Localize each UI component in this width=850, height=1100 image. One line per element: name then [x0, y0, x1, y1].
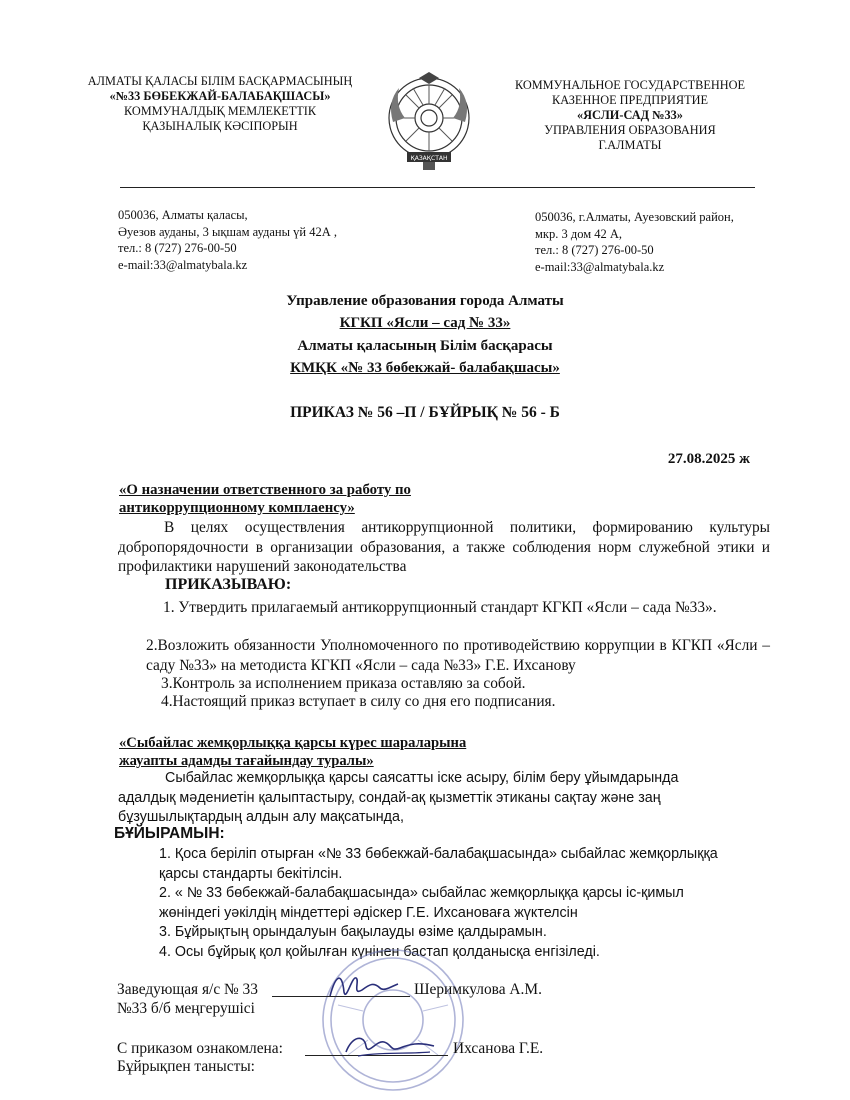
order-number: ПРИКАЗ № 56 –П / БҰЙРЫҚ № 56 - Б	[290, 404, 560, 421]
address-left-line3: тел.: 8 (727) 276-00-50	[118, 241, 237, 255]
kz-item-2-line1: 2. « № 33 бөбекжай-балабақшасында» сыбайлас жемқорлыққа қарсы іс-қимыл	[159, 885, 684, 901]
ack-name: Ихсанова Г.Е.	[453, 1040, 544, 1057]
ru-item-1: 1. Утвердить прилагаемый антикоррупционный стандарт КГКП «Ясли – сада №33».	[163, 599, 717, 616]
header-left-line2: «№33 БӨБЕКЖАЙ-БАЛАБАҚШАСЫ»	[109, 89, 331, 103]
header-right-line2: КАЗЕННОЕ ПРЕДПРИЯТИЕ	[552, 93, 708, 107]
title-ru-department: Управление образования города Алматы	[286, 293, 564, 309]
kz-item-4: 4. Осы бұйрық қол қойылған күнінен бастап қолданысқа енгізіледі.	[159, 943, 600, 960]
header-left-block	[60, 74, 380, 134]
address-left	[118, 207, 438, 273]
title-kz-department: Алматы қаласының Білім басқарасы	[297, 338, 553, 354]
kz-heading-line1: «Сыбайлас жемқорлыққа қарсы күрес шараларына	[119, 735, 467, 751]
header-right-block	[480, 78, 780, 153]
kz-heading-line2: жауапты адамды тағайындау туралы»	[119, 753, 374, 769]
kz-item-2-line2: жөніндегі уәкілдің міндеттері әдіскер Г.Е. Ихсановаға жүктелсін	[159, 904, 578, 921]
address-right-line4: e-mail:33@almatybala.kz	[535, 259, 665, 274]
ack-title-kz: Бұйрықпен танысты:	[117, 1058, 255, 1075]
emblem-text: ҚАЗАҚСТАН	[410, 155, 448, 162]
kz-item-1-line2: қарсы стандарты бекітілсін.	[159, 865, 343, 882]
order-date: 27.08.2025 ж	[667, 451, 750, 467]
kz-intro-line3: бұзушылықтардың алдын алу мақсатында,	[118, 809, 404, 825]
kz-heading	[119, 734, 579, 770]
address-left-line2: Әуезов ауданы, 3 ықшам ауданы үй 42А ,	[118, 224, 337, 239]
header-separator	[120, 187, 755, 188]
address-right	[535, 209, 795, 275]
address-left-line1: 050036, Алматы қаласы,	[118, 208, 248, 222]
ru-heading	[119, 481, 619, 517]
kz-item-3: 3. Бұйрықтың орындалуын бақылауды өзіме қалдырамын.	[159, 924, 547, 940]
kz-intro-line1: Сыбайлас жемқорлыққа қарсы саясатты іске асыру, білім беру ұйымдарында	[165, 770, 679, 786]
header-right-line1: КОММУНАЛЬНОЕ ГОСУДАРСТВЕННОЕ	[514, 78, 746, 92]
address-right-line1: 050036, г.Алматы, Ауезовский район,	[535, 210, 734, 224]
head-signature-icon	[322, 966, 402, 1006]
title-kz-organization: КМҚК «№ 33 бөбекжай- балабақшасы»	[290, 360, 560, 376]
head-name: Шеримкулова А.М.	[414, 981, 542, 998]
header-right-line4: УПРАВЛЕНИЯ ОБРАЗОВАНИЯ	[544, 123, 716, 137]
ack-signature-icon	[340, 1026, 440, 1062]
head-title-kz: №33 б/б меңгерушісі	[117, 1000, 255, 1017]
address-right-line2: мкр. 3 дом 42 А,	[535, 226, 623, 241]
state-emblem-icon	[383, 72, 475, 172]
kz-item-1-line1: 1. Қоса беріліп отырған «№ 33 бөбекжай-балабақшасында» сыбайлас жемқорлыққа	[159, 846, 718, 862]
header-right-line5: Г.АЛМАТЫ	[598, 138, 662, 152]
header-left-line1: АЛМАТЫ ҚАЛАСЫ БІЛІМ БАСҚАРМАСЫНЫҢ	[87, 74, 353, 88]
address-right-line3: тел.: 8 (727) 276-00-50	[535, 243, 654, 257]
kz-items	[159, 845, 779, 962]
kz-intro	[118, 769, 778, 828]
kz-order-word: БҰЙЫРАМЫН:	[114, 825, 225, 842]
address-left-line4: e-mail:33@almatybala.kz	[118, 257, 248, 272]
ru-intro: В целях осуществления антикоррупционной политики, формированию культуры добропорядочности в организации образования, а также соблюдения норм служебной этики и профилактики нарушений законодательства	[118, 519, 770, 575]
ack-title-ru: С приказом ознакомлена:	[117, 1040, 283, 1057]
header-right-line3: «ЯСЛИ-САД №33»	[577, 108, 683, 122]
title-ru-organization: КГКП «Ясли – сад № 33»	[339, 315, 511, 331]
ru-item-4: 4.Настоящий приказ вступает в силу со дня его подписания.	[161, 693, 556, 710]
head-title-ru: Заведующая я/с № 33	[117, 981, 258, 998]
ru-item-2: 2.Возложить обязанности Уполномоченного по противодействию коррупции в КГКП «Ясли – саду №33» на методиста КГКП «Ясли – сада №33» Г.Е. Ихсанову	[146, 637, 770, 674]
header-left-line3: КОММУНАЛДЫҚ МЕМЛЕКЕТТІК	[123, 104, 317, 118]
ru-item-3: 3.Контроль за исполнением приказа оставляю за собой.	[161, 675, 526, 692]
ru-heading-line2: антикоррупционному комплаенсу»	[119, 500, 355, 516]
kz-intro-line2: адалдық мәдениетін қалыптастыру, сондай-ақ қызметтік этиканы сақтау және заң	[118, 789, 661, 806]
header-left-line4: ҚАЗЫНАЛЫҚ КӘСІПОРЫН	[142, 119, 298, 133]
ru-heading-line1: «О назначении ответственного за работу по	[119, 482, 411, 498]
ru-order-word: ПРИКАЗЫВАЮ:	[165, 576, 292, 593]
